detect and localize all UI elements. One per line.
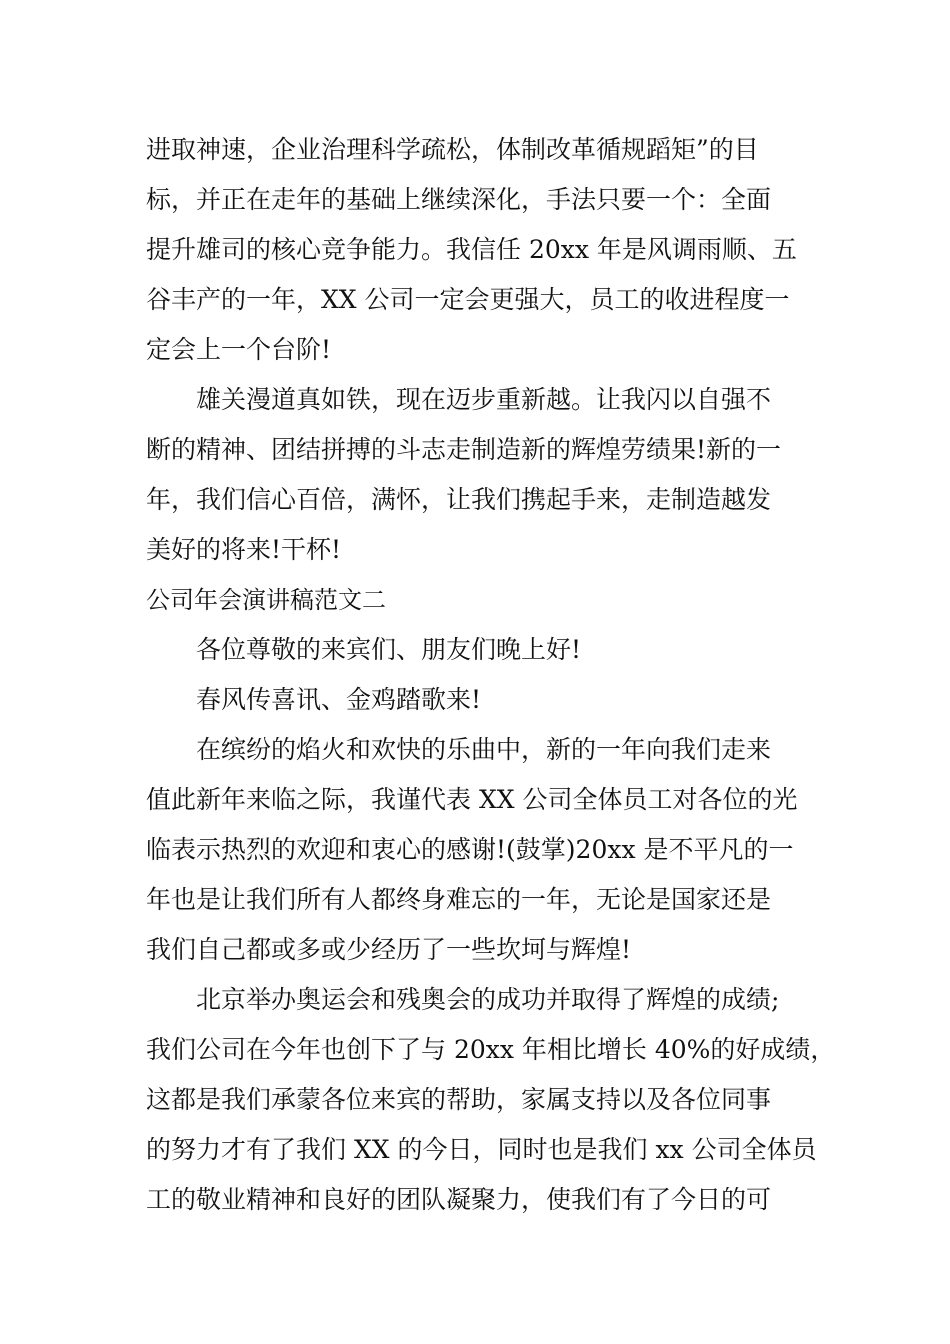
paragraph-line: 雄关漫道真如铁，现在迈步重新越。让我闪以自强不 xyxy=(196,385,772,414)
paragraph-line: 北京举办奥运会和残奥会的成功并取得了辉煌的成绩; xyxy=(196,985,780,1014)
paragraph-line: 各位尊敬的来宾们、朋友们晚上好! xyxy=(196,635,582,664)
paragraph-line: 美好的将来!干杯! xyxy=(146,535,342,564)
paragraph-line: 工的敬业精神和良好的团队凝聚力，使我们有了今日的可 xyxy=(146,1185,772,1214)
paragraph-line: 标，并正在走年的基础上继续深化，手法只要一个：全面 xyxy=(146,185,772,214)
paragraph-line: 断的精神、团结拼搏的斗志走制造新的辉煌劳绩果!新的一 xyxy=(146,435,782,464)
paragraph-line: 提升雄司的核心竞争能力。我信任 20xx 年是风调雨顺、五 xyxy=(146,235,797,264)
paragraph-line: 我们公司在今年也创下了与 20xx 年相比增长 40%的好成绩， xyxy=(146,1035,836,1064)
paragraph-line: 这都是我们承蒙各位来宾的帮助，家属支持以及各位同事 xyxy=(146,1085,772,1114)
section-heading: 公司年会演讲稿范文二 xyxy=(146,586,386,614)
paragraph-line: 春风传喜讯、金鸡踏歌来! xyxy=(196,685,482,714)
paragraph-line: 定会上一个台阶! xyxy=(146,335,332,364)
paragraph-line: 在缤纷的焰火和欢快的乐曲中，新的一年向我们走来 xyxy=(196,735,772,764)
paragraph-line: 进取神速，企业治理科学疏松，体制改革循规蹈矩”的目 xyxy=(146,135,759,164)
paragraph-line: 的努力才有了我们 XX 的今日，同时也是我们 xx 公司全体员 xyxy=(146,1135,817,1164)
paragraph-line: 我们自己都或多或少经历了一些坎坷与辉煌! xyxy=(146,935,632,964)
paragraph-line: 谷丰产的一年，XX 公司一定会更强大，员工的收进程度一 xyxy=(146,285,790,314)
paragraph-line: 年，我们信心百倍，满怀，让我们携起手来，走制造越发 xyxy=(146,485,772,514)
paragraph-line: 年也是让我们所有人都终身难忘的一年，无论是国家还是 xyxy=(146,885,772,914)
paragraph-line: 值此新年来临之际，我谨代表 XX 公司全体员工对各位的光 xyxy=(146,785,798,814)
paragraph-line: 临表示热烈的欢迎和衷心的感谢!(鼓掌)20xx 是不平凡的一 xyxy=(146,835,794,864)
